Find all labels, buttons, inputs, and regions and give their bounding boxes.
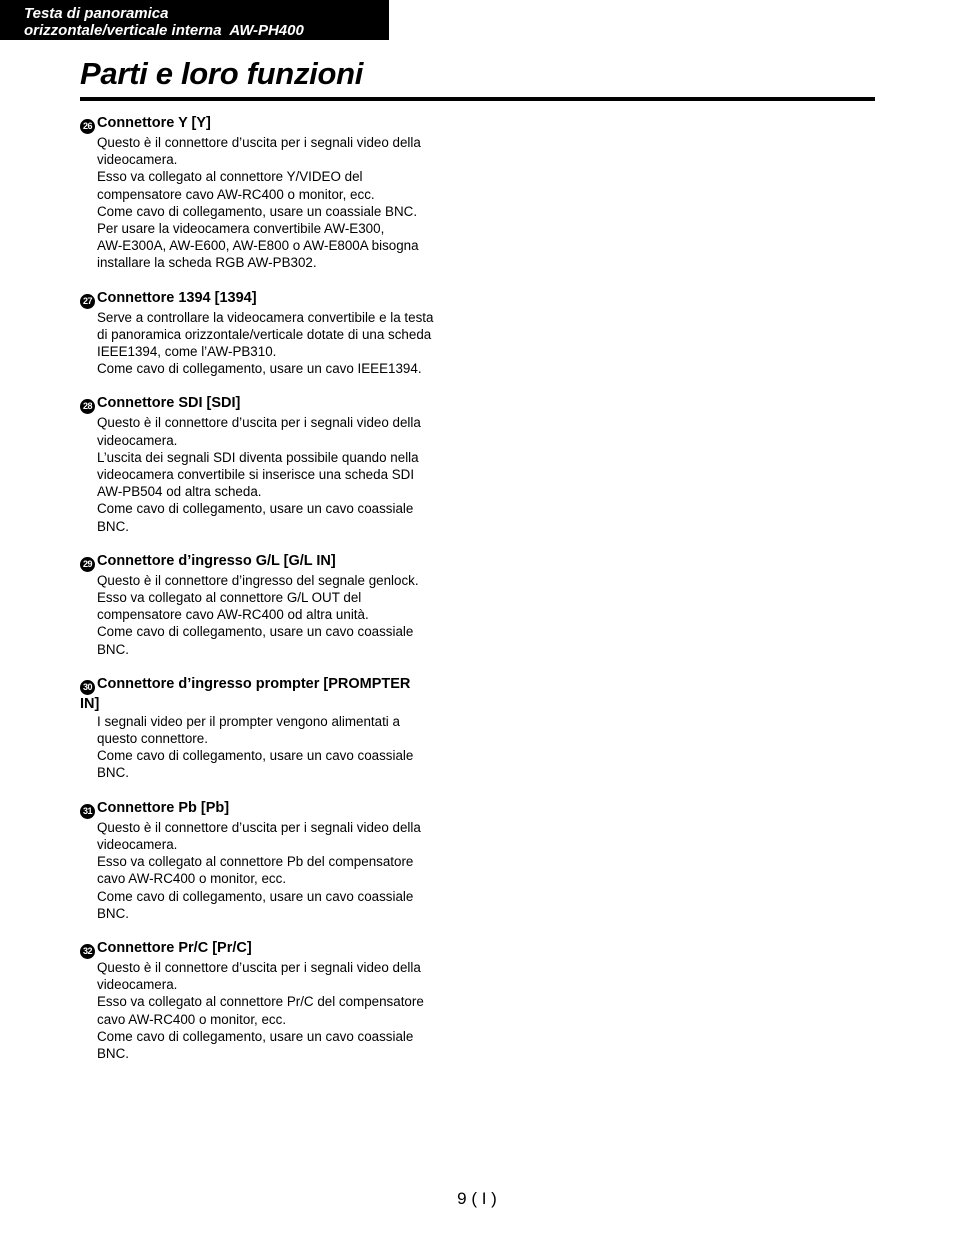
- body-line: Come cavo di collegamento, usare un cavo coassiale: [97, 888, 414, 904]
- page-title: Parti e loro funzioni: [80, 56, 364, 91]
- body-line: Come cavo di collegamento, usare un cavo coassiale: [97, 1028, 414, 1044]
- body-line: Esso va collegato al connettore Pb del compensatore: [97, 854, 414, 870]
- body-line: Esso va collegato al connettore Y/VIDEO del: [97, 169, 363, 185]
- body-line: L’uscita dei segnali SDI diventa possibile quando nella: [97, 449, 419, 465]
- body-line: Questo è il connettore d’ingresso del segnale genlock.: [97, 572, 419, 588]
- section-number-badge: 31: [80, 804, 95, 819]
- body-line: installare la scheda RGB AW-PB302.: [97, 255, 317, 271]
- body-line: BNC.: [97, 765, 129, 781]
- section-heading-text: Connettore Pr/C [Pr/C]: [97, 939, 252, 956]
- section-connettore-prompter: [80, 675, 460, 782]
- section-heading-text-continued: IN]: [80, 695, 100, 712]
- section-heading: [80, 289, 460, 309]
- body-line: videocamera.: [97, 152, 178, 168]
- section-body: [80, 959, 460, 1062]
- body-line: cavo AW-RC400 o monitor, ecc.: [97, 1011, 287, 1027]
- title-rule: [80, 97, 875, 101]
- section-connettore-prc: [80, 939, 460, 1062]
- body-line: questo connettore.: [97, 731, 208, 747]
- section-number-badge: 30: [80, 680, 95, 695]
- body-line: videocamera.: [97, 432, 178, 448]
- body-line: Come cavo di collegamento, usare un cavo coassiale: [97, 624, 414, 640]
- section-heading-text: Connettore 1394 [1394]: [97, 289, 257, 306]
- body-line: BNC.: [97, 641, 129, 657]
- section-body: [80, 713, 460, 782]
- section-connettore-y: [80, 114, 460, 272]
- body-line: Serve a controllare la videocamera convertibile e la testa: [97, 309, 434, 325]
- section-body: [80, 309, 460, 378]
- body-line: Come cavo di collegamento, usare un cavo coassiale: [97, 748, 414, 764]
- section-heading-text: Connettore d’ingresso prompter [PROMPTER: [97, 675, 411, 692]
- section-connettore-gl-in: [80, 552, 460, 658]
- body-line: videocamera.: [97, 977, 178, 993]
- section-connettore-pb: [80, 799, 460, 922]
- body-line: Questo è il connettore d’uscita per i segnali video della: [97, 819, 421, 835]
- section-number-badge: 26: [80, 119, 95, 134]
- section-connettore-1394: [80, 289, 460, 378]
- body-line: Esso va collegato al connettore Pr/C del compensatore: [97, 994, 424, 1010]
- section-heading-text: Connettore SDI [SDI]: [97, 395, 241, 412]
- header-line: Testa di panoramica: [24, 5, 169, 22]
- body-line: I segnali video per il prompter vengono alimentati a: [97, 713, 400, 729]
- section-connettore-sdi: [80, 394, 460, 534]
- section-heading: [80, 799, 460, 819]
- body-line: Questo è il connettore d’uscita per i segnali video della: [97, 415, 421, 431]
- section-number-badge: 29: [80, 557, 95, 572]
- body-line: AW-PB504 od altra scheda.: [97, 484, 262, 500]
- section-heading-text: Connettore Pb [Pb]: [97, 799, 230, 816]
- section-heading-text: Connettore Y [Y]: [97, 115, 211, 131]
- body-line: IEEE1394, come l’AW-PB310.: [97, 344, 277, 360]
- section-heading: [80, 394, 460, 414]
- body-line: Come cavo di collegamento, usare un coassiale BNC.: [97, 203, 418, 219]
- body-line: BNC.: [97, 905, 129, 921]
- body-line: videocamera.: [97, 836, 178, 852]
- body-line: BNC.: [97, 518, 129, 534]
- section-heading: [80, 552, 460, 572]
- body-line: BNC.: [97, 1045, 129, 1061]
- section-number-badge: 32: [80, 944, 95, 959]
- body-line: cavo AW-RC400 o monitor, ecc.: [97, 871, 287, 887]
- section-body: [80, 134, 460, 272]
- body-line: Esso va collegato al connettore G/L OUT del: [97, 590, 362, 606]
- header-line: orizzontale/verticale interna AW-PH400: [24, 22, 304, 39]
- section-heading: [80, 939, 460, 959]
- body-line: Come cavo di collegamento, usare un cavo coassiale: [97, 501, 414, 517]
- section-body: [80, 819, 460, 922]
- section-heading: [80, 114, 460, 134]
- section-body: [80, 414, 460, 534]
- section-heading-text: Connettore d’ingresso G/L [G/L IN]: [97, 552, 336, 569]
- page-number: 9 ( I ): [457, 1189, 497, 1208]
- section-number-badge: 28: [80, 399, 95, 414]
- body-line: Questo è il connettore d’uscita per i segnali video della: [97, 135, 421, 150]
- body-line: Come cavo di collegamento, usare un cavo IEEE1394.: [97, 361, 422, 377]
- sections: [80, 114, 460, 1079]
- body-line: AW-E300A, AW-E600, AW-E800 o AW-E800A bisogna: [97, 238, 419, 254]
- body-line: videocamera convertibile si inserisce una scheda SDI: [97, 467, 415, 483]
- body-line: Per usare la videocamera convertibile AW-E300,: [97, 221, 385, 237]
- section-body: [80, 572, 460, 658]
- body-line: compensatore cavo AW-RC400 od altra unità.: [97, 607, 369, 623]
- header-tab: [0, 0, 389, 40]
- section-heading: [80, 675, 460, 713]
- body-line: compensatore cavo AW-RC400 o monitor, ecc.: [97, 186, 375, 202]
- section-number-badge: 27: [80, 294, 95, 309]
- body-line: Questo è il connettore d’uscita per i segnali video della: [97, 959, 421, 975]
- body-line: di panoramica orizzontale/verticale dotate di una scheda: [97, 326, 432, 342]
